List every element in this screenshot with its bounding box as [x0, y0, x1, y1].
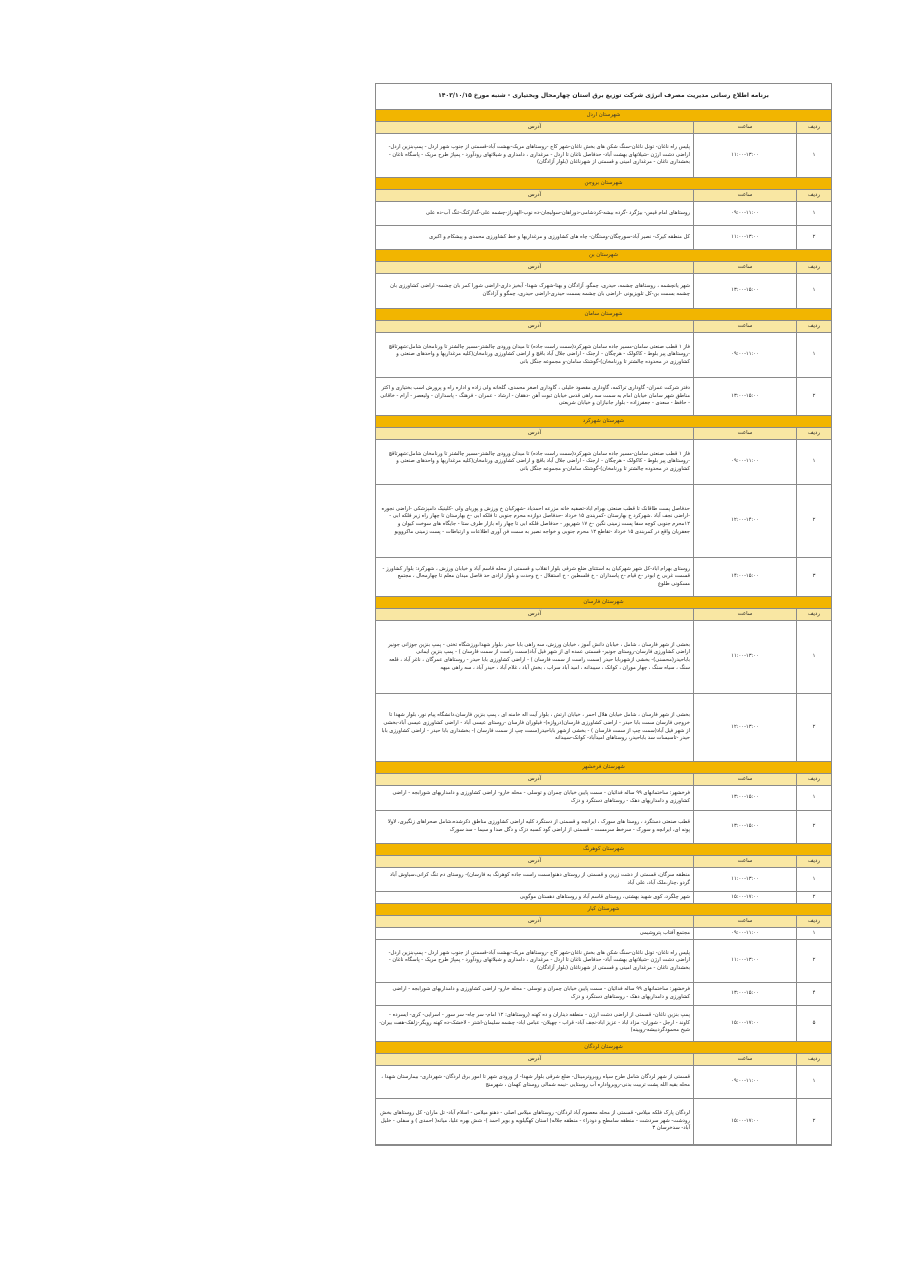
row-address: فرخشهر: ساختمانهای ۹۹ ساله فدائیان - سمت پایین خیابان چمران و توسلی - محله خارو- اراضی کشاورزی و دامداریهای شورابجه - اراضی کشاورزی و دامداریهای دهک - روستاهای دستگرد و دزک — [392, 790, 690, 804]
table-row — [376, 694, 831, 762]
row-address: روستای بهرام اباد-کل شهر شهرکیان به استثنای ضلع شرقی بلوار انقلاب و قسمتی از محله قاسم آباد و خیابان ورزش ، شهرکرد: بلوار کشاورز - قسمت غربی خ ابوذر -خ قیام -خ پاسداران - خ فلسطین - خ استقلال - خ وحدت و بلوار ازادی حد فاصل میدان معلم تا چهارمحال ، مجتمع مسکونی طلوع — [382, 565, 690, 587]
table-header — [376, 428, 831, 440]
row-address: فاز ۱ قطب صنعتی سامان-مسیر جاده سامان شهرکرد(سمت راست جاده) تا میدان ورودی چالشتر-مسیر چالشتر تا ورنامخان شامل:شهرتاقچ -روستاهای پیر بلوط - کاکولک - هرچگان - ارجنک - اراضی جلال آباد باقچ و اراضی کشاورزی ورنامخان(کلیه مرغداریها و واحدهای صنعتی و کشاورزی در محدوده چالشتر تا ورنامخان)-گوشتک سامان-و مجموعه جنگل بانی — [388, 343, 690, 365]
header-address: آدرس — [527, 776, 542, 782]
row-number: ۱ — [796, 1066, 831, 1098]
row-address-cell — [376, 274, 693, 308]
row-number: ۵ — [796, 1006, 831, 1041]
row-address: پلیس راه ناغان- تونل ناغان-سنگ شکن های بخش ناغان-شهر کاج -روستاهای مریک-بهشت آباد-قسمتی از جنوب شهر اردل - پمپ‌بنزین اردل- اراضی دشت ارژن -شیلاتهای بهشت آباد- حدفاصل ناغان تا اردل - مرغداری ، دامداری و شیلاتهای رودآورد - پمپاژ طرح مریک - پاسگاه ناغان - بخشداری ناغان - مرغداری امینی و قسمتی از شهرناغان (بلوار آزادگان) — [388, 144, 690, 166]
table-header — [376, 916, 831, 928]
row-time: ۱۵:۰۰-۱۷:۰۰ — [693, 1099, 796, 1144]
table-header — [376, 1054, 831, 1066]
table-row — [376, 378, 831, 416]
row-address: دفتر شرکت عمران- گاوداری تراکمه، گاوداری مقصود خلیلی ، گاوداری اصغر محمدی، گلخانه ولی زاده و اداره راه و پرورش اسب بختیاری و اکثر مناطق شهر سامان خیابان امام به سمت سه راهی قدس خیابان ثبوت آهن -دهقان - ارشاد - عمران - فرهنگ - پاسداران - ولیعصر - آرام - خاقانی - حافظ - سعدی - جعفرزاده - بلوار جانبازان و خیابان شریعتی — [380, 385, 690, 407]
table-header — [376, 609, 831, 621]
row-address: قسمتی از شهر لردگان شامل طرح سپاه روبروترمینال- ضلع شرقی بلوار شهدا- از ورودی شهر تا امور برق لردگان- شهرداری- بیمارستان شهدا ، محله بقیه الله پشت تربیت بدنی-روبرواداره آب روستایی -نیمه شمالی روستای کهمان ، شهرمنج — [381, 1074, 690, 1088]
row-time: ۰۹:۰۰-۱۱:۰۰ — [693, 928, 796, 939]
row-number: ۲ — [796, 811, 831, 843]
header-time: ساعت — [693, 1054, 796, 1065]
header-address: آدرس — [527, 611, 542, 617]
header-num: ردیف — [796, 856, 831, 867]
row-address: بخشی از شهر فارسان ، شامل خیابان هلال احمر ، خیابان ارتش ، بلوار آیت اله خامنه ای ، پمپ بنزین فارسان،دانشگاه پیام نور، بلوار شهدا تا خروجی فارسان سمت بابا حیدر - اراضی کشاورزی فارسان(دروازه)- فیلوران فارسان -روستای عیسی آباد - اراضی کشاورزی عیسی آباد-بخشی از شهر فیل آباد(سمت چپ از سمت فارسان ) - بخشی ازشهر باباحیدر(سمت چپ از سمت فارسان )- بخشداری بابا حیدر - اراضی کشاورزی بابا حیدر -تاسیسات سد باباحیدر، روستاهای امیدآباد- کوانک-سیبدانه — [381, 712, 690, 742]
header-address: آدرس — [527, 858, 542, 864]
county-name: شهرستان اردل — [376, 110, 831, 122]
table-row — [376, 621, 831, 694]
row-address-cell — [376, 558, 693, 596]
row-address-cell — [376, 1066, 693, 1098]
header-time: ساعت — [693, 262, 796, 273]
row-address-cell — [376, 1099, 693, 1144]
table-header — [376, 262, 831, 274]
row-address: شهر چلگرد، کوی شهید بهشتی، روستای قاسم آباد و روستاهای دهستان موگویی — [519, 893, 690, 900]
row-number: ۳ — [796, 558, 831, 596]
row-address-cell — [376, 621, 693, 693]
row-time: ۱۴:۰۰-۱۵:۰۰ — [693, 558, 796, 596]
header-time: ساعت — [693, 122, 796, 133]
county-section — [376, 762, 831, 844]
row-address: کل منطقه کیرک- نصیر آباد-سورچگان-وستگان- چاه های کشاورزی و مرغداریها و خط کشاورزی محمدی و پیشکام و اکبری — [429, 233, 690, 240]
row-number: ۲ — [796, 226, 831, 249]
county-section — [376, 309, 831, 416]
county-name: شهرستان لردگان — [376, 1042, 831, 1054]
header-num: ردیف — [796, 321, 831, 332]
header-address: آدرس — [527, 192, 542, 198]
row-address-cell — [376, 786, 693, 810]
row-address-cell — [376, 868, 693, 891]
row-number: ۴ — [796, 983, 831, 1005]
table-row — [376, 892, 831, 904]
county-name: شهرستان بن — [376, 250, 831, 262]
row-number: ۱ — [796, 333, 831, 377]
header-time: ساعت — [693, 916, 796, 927]
row-address-cell — [376, 134, 693, 177]
table-row — [376, 440, 831, 485]
row-address-cell — [376, 892, 693, 903]
table-row — [376, 485, 831, 558]
header-num: ردیف — [796, 1054, 831, 1065]
header-num: ردیف — [796, 262, 831, 273]
row-number: ۲ — [796, 940, 831, 982]
county-section — [376, 110, 831, 178]
row-time: ۱۳:۰۰-۱۵:۰۰ — [693, 786, 796, 810]
row-address: مجتمع آفتاب پتروشیمی — [639, 929, 690, 936]
row-time: ۰۹:۰۰-۱۱:۰۰ — [693, 1066, 796, 1098]
table-row — [376, 940, 831, 983]
table-row — [376, 274, 831, 309]
header-time: ساعت — [693, 609, 796, 620]
page-title: برنامه اطلاع رسانی مدیریت مصرف انرژی شرکت توزیع برق استان چهارمحال وبختیاری - شنبه مورخ ۱۴۰۳/۱۰/۱۵ — [376, 84, 831, 110]
header-time: ساعت — [693, 428, 796, 439]
header-address: آدرس — [527, 264, 542, 270]
table-row — [376, 786, 831, 811]
table-row — [376, 928, 831, 940]
row-address-cell — [376, 940, 693, 982]
table-row — [376, 811, 831, 844]
row-time: ۰۹:۰۰-۱۱:۰۰ — [693, 202, 796, 225]
table-row — [376, 868, 831, 892]
header-num: ردیف — [796, 916, 831, 927]
row-address-cell — [376, 202, 693, 225]
county-section — [376, 844, 831, 904]
row-address: لردگان پارک فلکه میلاس- قسمتی از محله معصوم آباد لردگان- روستاهای میلاس اصلی - دهنو میلاس - اسلام آباد- تل ماران- کل روستاهای بخش رودشت- شهر سردشت - منطقه سامطح و دودراء - منطقه جلاله( استان کهگیلویه و بویر احمد )- شش بهره علیا، میانه( احمدی ) و سفلی - خلیل آباد- سدخرسان ۳ — [380, 1110, 690, 1132]
row-address: فرخشهر: ساختمانهای ۹۹ ساله فدائیان - سمت پایین خیابان چمران و توسلی - محله خارو- اراضی کشاورزی و دامداریهای شورابجه - اراضی کشاورزی و دامداریهای دهک - روستاهای دستگرد و دزک — [392, 986, 690, 1000]
row-address-cell — [376, 226, 693, 249]
table-header — [376, 190, 831, 202]
table-row — [376, 1006, 831, 1042]
table-header — [376, 856, 831, 868]
row-time: ۰۹:۰۰-۱۱:۰۰ — [693, 333, 796, 377]
table-row — [376, 558, 831, 597]
header-num: ردیف — [796, 428, 831, 439]
row-time: ۱۱:۰۰-۱۳:۰۰ — [693, 621, 796, 693]
header-address: آدرس — [527, 124, 542, 130]
county-section — [376, 597, 831, 762]
row-number: ۱ — [796, 274, 831, 308]
row-number: ۱ — [796, 868, 831, 891]
row-time: ۱۳:۰۰-۱۵:۰۰ — [693, 274, 796, 308]
row-number: ۲ — [796, 378, 831, 415]
header-num: ردیف — [796, 774, 831, 785]
schedule-table — [375, 83, 832, 1146]
header-num: ردیف — [796, 609, 831, 620]
table-row — [376, 226, 831, 250]
table-row — [376, 202, 831, 226]
row-time: ۱۱:۰۰-۱۳:۰۰ — [693, 226, 796, 249]
header-address: آدرس — [527, 918, 542, 924]
table-row — [376, 983, 831, 1006]
county-section — [376, 904, 831, 1042]
county-name: شهرستان شهرکرد — [376, 416, 831, 428]
row-number: ۱ — [796, 440, 831, 484]
row-address-cell — [376, 928, 693, 939]
table-header — [376, 321, 831, 333]
row-time: ۱۲:۰۰-۱۳:۰۰ — [693, 694, 796, 761]
row-address-cell — [376, 811, 693, 843]
row-address-cell — [376, 485, 693, 557]
header-time: ساعت — [693, 321, 796, 332]
row-address: حدفاصل پست طاقانک تا قطب صنعتی بهرام اباد-تصفیه خانه مزرعه احمدیاد -شهرکیان خ ورزش و پوریای ولی -کلینیک دامپزشکی -اراضی نجوره -اراضی نجف آباد .شهرکرد خ بهارستان -کمربندی ۱۵ خرداد -حدفاصل دوازده محرم جنوبی تا فلکه ابی -خ بهارستان تا چهار راه زیر فلکه ابی - ۱۲محرم جنوبی کوچه سفا پست زمینی نگین -خ ۱۷ شهریور - حدفاصل فلکه ابی تا چهار راه بازار طرف ستا - جایگاه های سوخت کیوان و جعفریان واقع در کمربندی ۱۵ خرداد -تقاطع ۱۲ محرم جنوبی و خواجه نصیر به سمت فن آوری اطلاعات و ارتباطات - پست زمینی ماکروویو — [381, 505, 690, 535]
row-time: ۱۲:۰۰-۱۴:۰۰ — [693, 485, 796, 557]
header-num: ردیف — [796, 190, 831, 201]
row-number: ۱ — [796, 134, 831, 177]
table-row — [376, 1066, 831, 1099]
row-time: ۰۹:۰۰-۱۱:۰۰ — [693, 440, 796, 484]
row-time: ۱۵:۰۰-۱۷:۰۰ — [693, 1006, 796, 1041]
county-name: شهرستان سامان — [376, 309, 831, 321]
row-time: ۱۵:۰۰-۱۷:۰۰ — [693, 892, 796, 903]
row-address: پمپ بنزین ناغان- قسمتی از اراضی دشت ارژن - منطقه دیناران و ده کهنه (روستاهای: ۱۲ امام- سر چاه- سر سور - اسرایی- کری- ایسرده - کاوند - ارجل - شوران- مزاد اباد - عزیز اباد-نجف آباد- قراب - چهیلان- عباس اباد- چشمه سلیمان-اشتر - لاخشک-ده کهنه رویگر-زلقک-هفت بیران-شیخ محمودگردبیشه-رویینه) — [379, 1012, 690, 1034]
header-address: آدرس — [527, 430, 542, 436]
table-row — [376, 134, 831, 178]
row-address: منطقه سرگان، قسمتی از دشت زرین و قسمتی از روستای دهنو(سمت راست جاده کوهرنگ به فارسان)- روستای دم تنگ کرانی،سیاوش آباد گردو ،چنار،ملک آباد، علی آباد — [389, 871, 690, 886]
row-address: روستاهای امام قیس- بیژگرد -گرده بیشه-کردشامی-دوراهان-سولیجان-ده نوب-الهدراز-چشمه علی-گدارکنگ-تنگ آب-ده علی — [425, 209, 690, 216]
row-number: ۱ — [796, 621, 831, 693]
table-row — [376, 333, 831, 378]
table-row — [376, 1099, 831, 1145]
row-time: ۱۱:۰۰-۱۳:۰۰ — [693, 868, 796, 891]
row-time: ۱۳:۰۰-۱۵:۰۰ — [693, 811, 796, 843]
county-section — [376, 250, 831, 309]
row-time: ۱۳:۰۰-۱۵:۰۰ — [693, 983, 796, 1005]
county-name: شهرستان فارسان — [376, 597, 831, 609]
header-time: ساعت — [693, 190, 796, 201]
header-time: ساعت — [693, 774, 796, 785]
row-address-cell — [376, 983, 693, 1005]
row-time: ۱۳:۰۰-۱۵:۰۰ — [693, 378, 796, 415]
row-address-cell — [376, 378, 693, 415]
row-address: شهر یانچشمه ، روستاهای چشمه، حیدری، چمگو، آزادگان و بهنا-شهرک شهدا- آبخیز داری-اراضی شورا کمر بان چشمه- اراضی کشاورزی بان چشمه بسمت بن-کل تلویزیونی -اراضی بان چشمه بسمت حیدری-اراضی حیدری، چمگو و آزادگان — [390, 283, 690, 297]
row-number: ۲ — [796, 485, 831, 557]
row-time: ۱۱:۰۰-۱۳:۰۰ — [693, 940, 796, 982]
row-address: فاز ۱ قطب صنعتی سامان-مسیر جاده سامان شهرکرد(سمت راست جاده) تا میدان ورودی چالشتر-مسیر چالشتر تا ورنامخان شامل:شهرتاقچ -روستاهای پیر بلوط - کاکولک - هرچگان - ارجنک - اراضی جلال آباد باقچ و اراضی کشاورزی ورنامخان(کلیه مرغداریها و واحدهای صنعتی و کشاورزی در محدوده چالشتر تا ورنامخان)-گوشتک سامان-و مجموعه جنگل بانی — [388, 450, 690, 472]
header-num: ردیف — [796, 122, 831, 133]
county-name: شهرستان کیار — [376, 904, 831, 916]
row-number: ۲ — [796, 694, 831, 761]
row-number: ۱ — [796, 786, 831, 810]
row-address-cell — [376, 694, 693, 761]
header-address: آدرس — [527, 1056, 542, 1062]
header-time: ساعت — [693, 856, 796, 867]
row-number: ۲ — [796, 892, 831, 903]
county-section — [376, 416, 831, 597]
county-name: شهرستان فرخشهر — [376, 762, 831, 774]
row-address: بخشی از شهر فارسان ، شامل ، خیابان دانش آموز ، خیابان ورزش، سه راهی بابا حیدر ،بلوار شهدا،ورزشگاه تختی - پمپ بنزین جوزانی جونیر اراضی کشاورزی فارسان-روستای جونیر- قسمتی عمده ای از شهر فیل آباد(سمت راست از سمت فارسان ) - پمپ بنزین ایمانی بابا‌حیدر(محسنی)- بخشی ازشهربابا حیدر (سمت راست از سمت فارسان ) - اراضی کشاورزی بابا حیدر - روستاهای عمرگان ، ناغر آباد ، قلعه سنگ ، سیاه سنگ ، چهار موران ، کوانک ، سیبدانه ، امید آباد سراب ، بخش آباد ، غلام آباد ، حیدر آباد ، سه راهی میهه — [388, 641, 690, 671]
row-address-cell — [376, 1006, 693, 1041]
row-number: ۲ — [796, 1099, 831, 1144]
row-number: ۱ — [796, 202, 831, 225]
row-address-cell — [376, 333, 693, 377]
row-address-cell — [376, 440, 693, 484]
table-header — [376, 122, 831, 134]
row-address: پلیس راه ناغان- تونل ناغان-سنگ شکن های بخش ناغان-شهر کاج -روستاهای مریک-بهشت آباد-قسمتی از جنوب شهر اردل - پمپ‌بنزین اردل- اراضی دشت ارژن -شیلاتهای بهشت آباد- حدفاصل ناغان تا اردل - مرغداری ، دامداری و شیلاتهای رودآورد - پمپاژ طرح مریک - پاسگاه ناغان - بخشداری ناغان - مرغداری امینی و قسمتی از شهرناغان (بلوار آزادگان) — [388, 949, 690, 971]
county-name: شهرستان کوهرنگ — [376, 844, 831, 856]
row-number: ۱ — [796, 928, 831, 939]
header-address: آدرس — [527, 323, 542, 329]
row-time: ۱۱:۰۰-۱۳:۰۰ — [693, 134, 796, 177]
county-section — [376, 178, 831, 250]
table-header — [376, 774, 831, 786]
county-name: شهرستان بروجن — [376, 178, 831, 190]
row-address: قطب صنعتی دستگرد ، روستا های سورک ، ایرانچه و قسمتی از دستگرد کلیه اراضی کشاورزی مناطق ذکرشده،شامل صحراهای زنگیری، لاولا پونه ای، ایرانچه و سورک - سرخط سرمست - قسمتی از اراضی گود کسبه دزک و دگل صدا و سیما - سد سورک — [387, 819, 690, 833]
county-section — [376, 1042, 831, 1145]
